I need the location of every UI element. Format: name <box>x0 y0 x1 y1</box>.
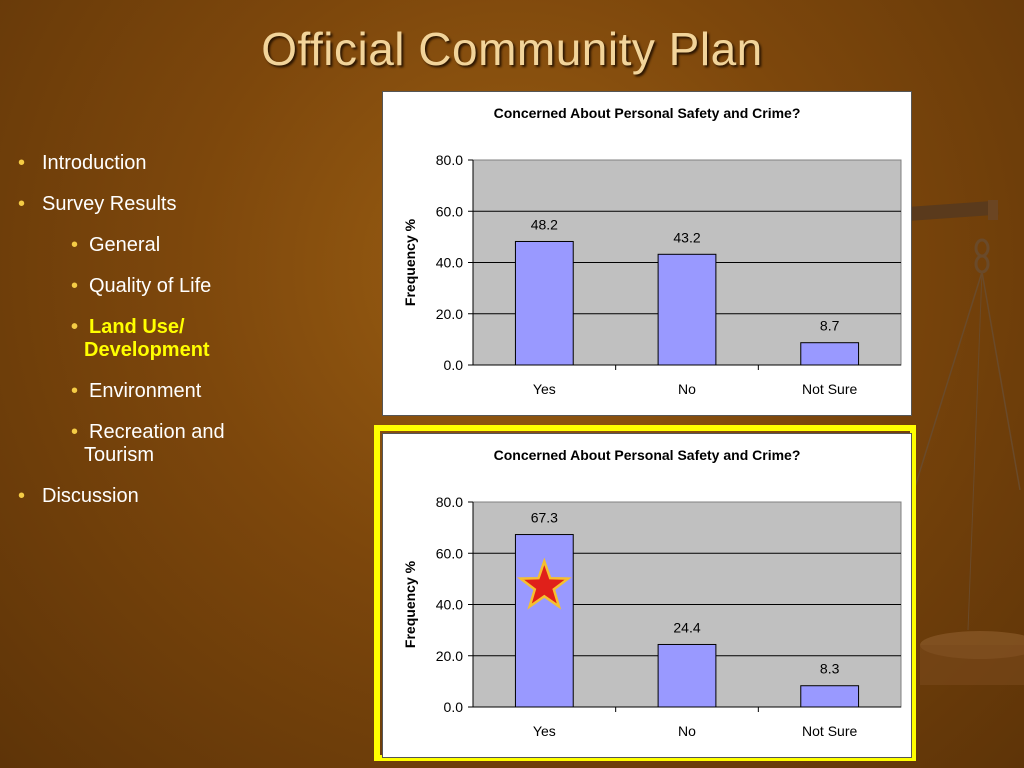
data-label: 48.2 <box>530 216 558 233</box>
list-item <box>18 193 358 216</box>
list-item <box>18 234 358 257</box>
y-tick-label: 40.0 <box>435 596 463 613</box>
x-tick-label: Yes <box>532 723 556 739</box>
list-item <box>18 380 358 403</box>
slide-title: Official Community Plan <box>261 23 763 75</box>
chart-1-svg <box>383 92 911 415</box>
bullet-text: General <box>89 234 161 256</box>
bullet-icon: • <box>71 275 79 297</box>
bullet-icon: • <box>71 234 79 256</box>
bullet-text: Discussion <box>42 485 139 507</box>
bullet-text-line: Development <box>84 339 210 361</box>
data-label: 8.3 <box>819 660 840 677</box>
y-axis-label: Frequency % <box>402 560 418 649</box>
bar-chart-2 <box>382 433 912 758</box>
x-tick-label: Not Sure <box>802 381 858 397</box>
y-axis-label: Frequency % <box>402 218 418 307</box>
y-tick-label: 0.0 <box>443 357 463 373</box>
data-label: 8.7 <box>819 317 840 334</box>
y-tick-label: 60.0 <box>435 545 463 562</box>
y-tick-label: 60.0 <box>435 203 463 220</box>
bullet-icon: • <box>71 380 79 402</box>
data-label: 43.2 <box>673 229 701 246</box>
chart-title: Concerned About Personal Safety and Crime? <box>493 447 801 463</box>
chart-title: Concerned About Personal Safety and Crime? <box>493 105 801 121</box>
list-item <box>18 275 358 298</box>
chart-2-svg <box>383 434 911 757</box>
list-item <box>18 152 358 175</box>
bullet-icon: • <box>71 316 79 338</box>
list-item-highlighted <box>18 316 358 362</box>
y-tick-label: 80.0 <box>435 494 463 510</box>
bullet-icon: • <box>18 152 26 174</box>
bar <box>801 686 859 707</box>
bullet-text-line: Recreation and <box>89 421 225 443</box>
list-item <box>18 485 358 508</box>
list-item <box>18 421 358 467</box>
bullet-icon: • <box>71 421 79 443</box>
bullet-text-line: Tourism <box>84 444 155 466</box>
x-tick-label: No <box>678 381 696 397</box>
bullet-list <box>18 152 358 526</box>
y-tick-label: 0.0 <box>443 699 463 715</box>
bullet-text: Quality of Life <box>89 275 212 297</box>
bullet-text-line: Land Use/ <box>89 316 185 338</box>
bar <box>658 254 716 365</box>
bar <box>515 241 573 365</box>
bullet-text: Environment <box>89 380 202 402</box>
bar-chart-1 <box>382 91 912 416</box>
bar <box>658 644 716 707</box>
bullet-text: Introduction <box>42 152 147 174</box>
y-tick-label: 20.0 <box>435 305 463 322</box>
x-tick-label: Yes <box>532 381 556 397</box>
y-tick-label: 40.0 <box>435 254 463 271</box>
balance-scale-icon <box>900 190 1024 690</box>
y-tick-label: 80.0 <box>435 152 463 168</box>
bullet-icon: • <box>18 485 26 507</box>
bullet-icon: • <box>18 193 26 215</box>
data-label: 67.3 <box>530 509 558 526</box>
bar <box>801 343 859 365</box>
x-tick-label: Not Sure <box>802 723 858 739</box>
data-label: 24.4 <box>673 619 701 636</box>
x-tick-label: No <box>678 723 696 739</box>
y-tick-label: 20.0 <box>435 647 463 664</box>
bullet-text: Survey Results <box>42 193 177 215</box>
